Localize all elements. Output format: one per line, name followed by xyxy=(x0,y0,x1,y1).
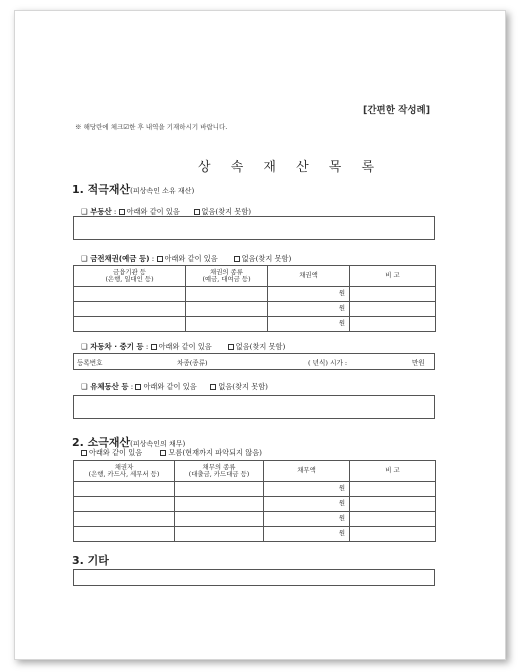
debt-cell-creditor[interactable] xyxy=(74,512,175,527)
financial-cell-remarks[interactable] xyxy=(350,302,436,317)
debt-cell-remarks[interactable] xyxy=(350,482,436,497)
debt-cell-remarks[interactable] xyxy=(350,527,436,542)
debt-table xyxy=(73,460,436,542)
debt-cell-type[interactable] xyxy=(175,497,264,512)
debt-cell-type[interactable] xyxy=(175,527,264,542)
debt-cell-amount[interactable]: 원 xyxy=(264,512,350,527)
vehicle-won-label: 만원 xyxy=(412,359,425,367)
debt-cell-creditor[interactable] xyxy=(74,482,175,497)
financial-table xyxy=(73,265,436,332)
table-row xyxy=(74,482,436,497)
debt-cell-amount[interactable]: 원 xyxy=(264,482,350,497)
movable-input-box[interactable] xyxy=(73,395,435,419)
financial-no-label: 없음(찾지 못함) xyxy=(241,254,292,263)
debt-cell-creditor[interactable] xyxy=(74,527,175,542)
movable-label: ❑ 유체동산 등 xyxy=(81,382,129,391)
debt-header-row xyxy=(74,461,436,482)
debt-cell-amount[interactable]: 원 xyxy=(264,527,350,542)
financial-cell-institution[interactable] xyxy=(74,287,186,302)
financial-header-row xyxy=(74,266,436,287)
financial-cell-amount[interactable]: 원 xyxy=(268,317,350,332)
real-estate-input-box[interactable] xyxy=(73,216,435,240)
document-title: 상 속 재 산 목 록 xyxy=(198,160,383,175)
debt-cell-remarks[interactable] xyxy=(350,512,436,527)
table-row xyxy=(74,287,436,302)
debt-yes-label: 아래와 같이 있음 xyxy=(89,448,143,457)
financial-cell-type[interactable] xyxy=(186,317,268,332)
table-row xyxy=(74,497,436,512)
vehicle-label: ❑ 자동차 · 중기 등 xyxy=(81,342,144,351)
financial-no-checkbox[interactable] xyxy=(234,256,240,262)
real-estate-sep: : xyxy=(111,207,119,216)
financial-label: ❑ 금전채권(예금 등) xyxy=(81,254,150,263)
debt-cell-type[interactable] xyxy=(175,512,264,527)
debt-cell-remarks[interactable] xyxy=(350,497,436,512)
example-tag: [간편한 작성례] xyxy=(363,105,431,116)
table-row xyxy=(74,512,436,527)
financial-sep: : xyxy=(149,254,157,263)
financial-cell-type[interactable] xyxy=(186,302,268,317)
section3-heading: 3. 기타 xyxy=(72,554,109,567)
section1-heading xyxy=(72,181,194,197)
table-row xyxy=(74,527,436,542)
debt-header-creditor: 채권자 (은행, 카드사, 세무서 등) xyxy=(74,461,175,482)
financial-header-type: 채권의 종류 (예금, 대여금 등) xyxy=(186,266,268,287)
financial-cell-institution[interactable] xyxy=(74,317,186,332)
movable-row xyxy=(81,381,268,392)
section2-options-row xyxy=(81,448,262,458)
movable-yes-checkbox[interactable] xyxy=(135,384,141,390)
table-row xyxy=(74,317,436,332)
financial-cell-amount[interactable]: 원 xyxy=(268,302,350,317)
vehicle-no-label: 없음(찾지 못함) xyxy=(235,342,286,351)
debt-unknown-checkbox[interactable] xyxy=(160,450,166,456)
debt-cell-type[interactable] xyxy=(175,482,264,497)
vehicle-yes-checkbox[interactable] xyxy=(151,344,157,350)
vehicle-car-type-label: 차종(종류) xyxy=(177,359,208,367)
real-estate-no-checkbox[interactable] xyxy=(194,209,200,215)
document-page xyxy=(14,10,506,660)
real-estate-yes-label: 아래와 같이 있음 xyxy=(126,207,180,216)
vehicle-sep: : xyxy=(143,342,151,351)
real-estate-label: ❑ 부동산 xyxy=(81,207,112,216)
section2-title: 2. 소극재산 xyxy=(72,436,131,449)
vehicle-year-label: ( 년식) 시가 : xyxy=(308,359,348,367)
financial-cell-type[interactable] xyxy=(186,287,268,302)
other-input-box[interactable] xyxy=(73,569,435,586)
section2-paren: (피상속인의 채무) xyxy=(130,440,186,448)
financial-header-remarks: 비 고 xyxy=(350,266,436,287)
debt-unknown-label: 모름(현재까지 파악되지 않음) xyxy=(168,448,262,457)
vehicle-row xyxy=(81,341,285,352)
financial-cell-institution[interactable] xyxy=(74,302,186,317)
vehicle-input-box[interactable] xyxy=(73,353,435,370)
debt-cell-creditor[interactable] xyxy=(74,497,175,512)
financial-header-amount: 채권액 xyxy=(268,266,350,287)
movable-sep: : xyxy=(128,382,136,391)
financial-cell-remarks[interactable] xyxy=(350,287,436,302)
debt-header-remarks: 비 고 xyxy=(350,461,436,482)
section1-paren: (피상속인 소유 재산) xyxy=(130,187,195,195)
debt-yes-checkbox[interactable] xyxy=(81,450,87,456)
financial-header-institution: 금융기관 등 (은행, 일대인 등) xyxy=(74,266,186,287)
vehicle-reg-no-label: 등록번호 xyxy=(77,359,103,367)
financial-cell-amount[interactable]: 원 xyxy=(268,287,350,302)
financial-row xyxy=(81,253,291,264)
financial-yes-checkbox[interactable] xyxy=(157,256,163,262)
debt-header-type: 채무의 종류 (대출금, 카드대금 등) xyxy=(175,461,264,482)
debt-header-amount: 채무액 xyxy=(264,461,350,482)
movable-yes-label: 아래와 같이 있음 xyxy=(143,382,197,391)
financial-cell-remarks[interactable] xyxy=(350,317,436,332)
vehicle-yes-label: 아래와 같이 있음 xyxy=(158,342,212,351)
instruction-note: ※ 해당란에 체크☑한 후 내역을 기재하시기 바랍니다. xyxy=(75,123,228,131)
table-row xyxy=(74,302,436,317)
financial-yes-label: 아래와 같이 있음 xyxy=(164,254,218,263)
real-estate-no-label: 없음(찾지 못함) xyxy=(201,207,252,216)
debt-cell-amount[interactable]: 원 xyxy=(264,497,350,512)
section1-title: 1. 적극재산 xyxy=(72,183,131,196)
vehicle-no-checkbox[interactable] xyxy=(228,344,234,350)
movable-no-checkbox[interactable] xyxy=(210,384,216,390)
real-estate-yes-checkbox[interactable] xyxy=(119,209,125,215)
movable-no-label: 없음(찾지 못함) xyxy=(218,382,268,391)
